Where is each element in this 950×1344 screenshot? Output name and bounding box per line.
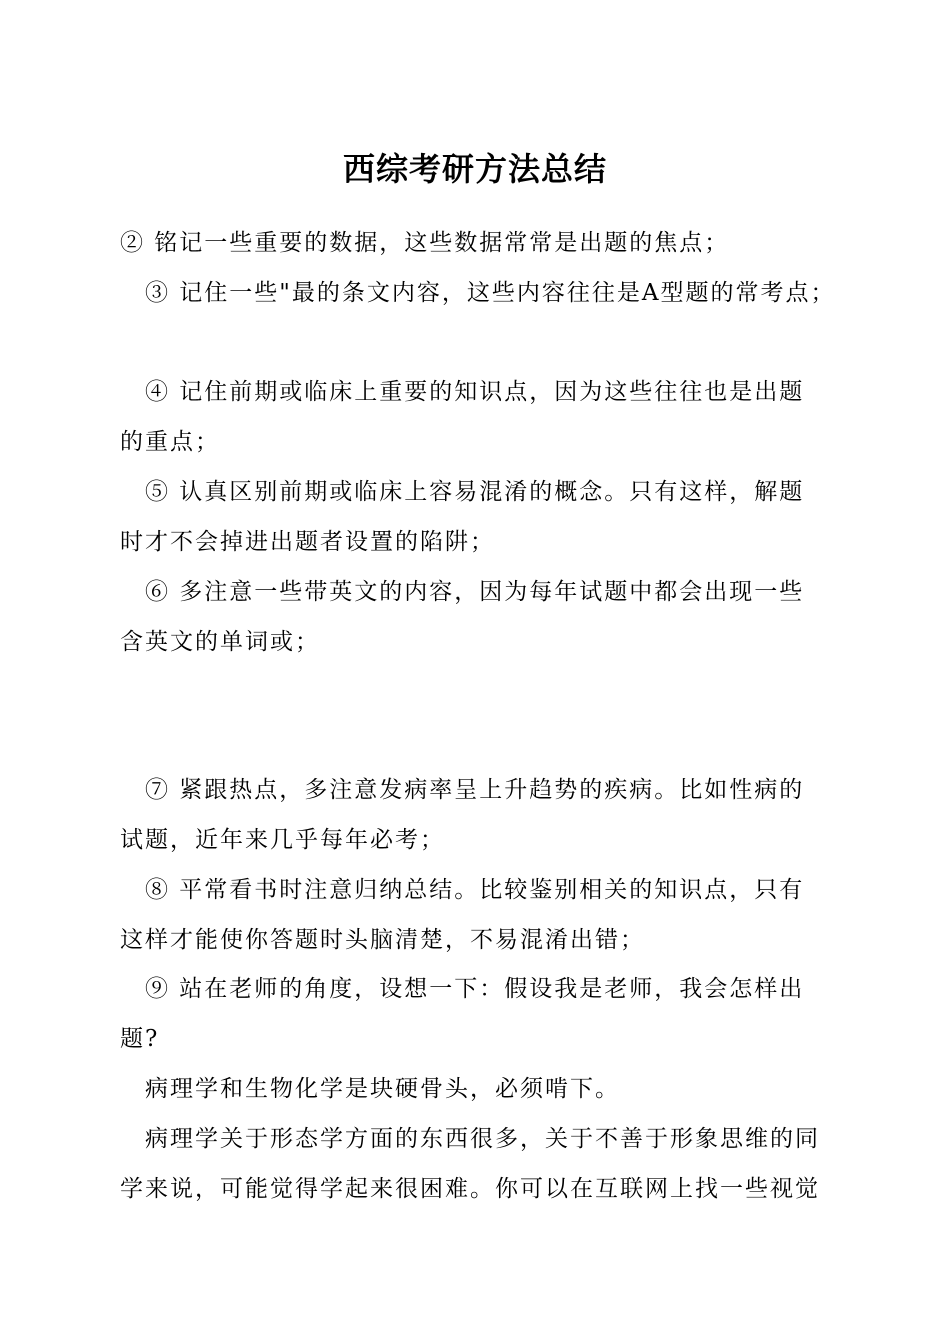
paragraph-line-3: ④ 记住前期或临床上重要的知识点，因为这些往往也是出题 [145,379,805,405]
paragraph-line-7: ⑥ 多注意一些带英文的内容，因为每年试题中都会出现一些 [145,579,805,605]
paragraph-line-11: ⑧ 平常看书时注意归纳总结。比较鉴别相关的知识点，只有 [145,877,805,903]
paragraph-line-4: 的重点； [120,429,220,455]
page-title: 西综考研方法总结 [342,150,607,188]
paragraph-line-2: ③ 记住一些"最的条文内容，这些内容往往是A型题的常考点； [145,280,836,306]
paragraph-line-1: ② 铭记一些重要的数据，这些数据常常是出题的焦点； [120,230,730,256]
paragraph-line-14: 题? [120,1026,160,1052]
paragraph-line-15: 病理学和生物化学是块硬骨头，必须啃下。 [145,1076,620,1102]
paragraph-line-13: ⑨ 站在老师的角度，设想一下：假设我是老师，我会怎样出 [145,976,805,1002]
paragraph-line-5: ⑤ 认真区别前期或临床上容易混淆的概念。只有这样，解题 [145,479,805,505]
paragraph-line-17: 学来说，可能觉得学起来很困难。你可以在互联网上找一些视觉 [120,1176,820,1202]
paragraph-line-9: ⑦ 紧跟热点，多注意发病率呈上升趋势的疾病。比如性病的 [145,777,805,803]
paragraph-line-6: 时才不会掉进出题者设置的陷阱； [120,529,495,555]
paragraph-line-10: 试题，近年来几乎每年必考； [120,827,445,853]
paragraph-line-12: 这样才能使你答题时头脑清楚，不易混淆出错； [120,927,645,953]
paragraph-line-8: 含英文的单词或； [120,629,320,655]
paragraph-line-16: 病理学关于形态学方面的东西很多，关于不善于形象思维的同 [145,1126,820,1152]
